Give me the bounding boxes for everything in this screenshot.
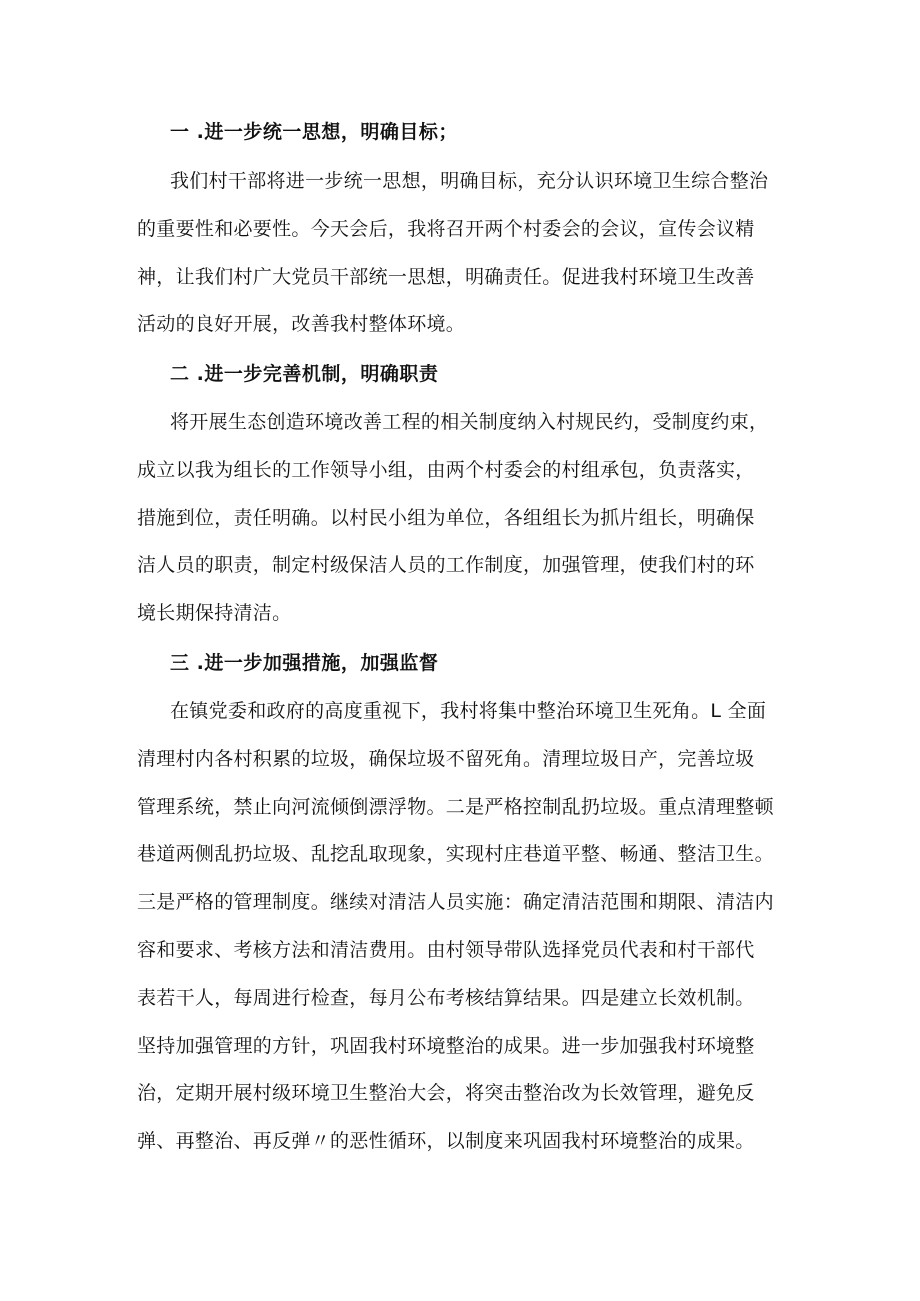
paragraph-line: 坚持加强管理的方针，巩固我村环境整治的成果。进一步加强我村环境整 [137,1034,755,1057]
paragraph-line: 表若干人，每周进行检查，每月公布考核结算结果。四是建立长效机制。 [137,986,755,1009]
paragraph-line: 治，定期开展村级环境卫生整治大会，将突击整治改为长效管理，避免反 [137,1082,755,1105]
section-1-paragraph [137,158,797,349]
section-2-heading: 二 .进一步完善机制，明确职责 [170,363,439,385]
paragraph-line: 容和要求、考核方法和清洁费用。由村领导带队选择党员代表和村干部代 [137,938,755,961]
paragraph-line: 我们村干部将进一步统一思想，明确目标，充分认识环境卫生综合整治 [170,170,769,192]
section-2-paragraph [137,399,797,638]
paragraph-line: 三是严格的管理制度。继续对清洁人员实施：确定清洁范围和期限、清洁内 [137,891,774,914]
paragraph-line: 活动的良好开展，改善我村整体环境。 [137,313,466,336]
paragraph-line: 的重要性和必要性。今天会后，我将召开两个村委会的会议，宣传会议精 [137,217,755,240]
paragraph-line: 神，让我们村广大党员干部统一思想，明确责任。促进我村环境卫生改善 [137,265,755,288]
section-1-heading: 一 .进一步统一思想，明确目标； [170,121,458,143]
paragraph-line: 弹、再整治、再反弹〃的恶性循环，以制度来巩固我村环境整治的成果。 [137,1130,755,1153]
paragraph-line: 措施到位，责任明确。以村民小组为单位，各组组长为抓片组长，明确保 [137,506,755,529]
section-3-heading: 三 .进一步加强措施，加强监督 [170,652,439,674]
section-3-paragraph [137,688,797,1166]
paragraph-line: 巷道两侧乱扔垃圾、乱挖乱取现象，实现村庄巷道平整、畅通、整洁卫生。 [137,843,774,866]
paragraph-line: 管理系统，禁止向河流倾倒漂浮物。二是严格控制乱扔垃圾。重点清理整顿 [137,795,774,818]
paragraph-line: 境长期保持清洁。 [137,602,292,625]
paragraph-line: 洁人员的职责，制定村级保洁人员的工作制度，加强管理，使我们村的环 [137,554,755,577]
paragraph-line: 在镇党委和政府的高度重视下，我村将集中整治环境卫生死角。L 全面 [170,700,767,722]
paragraph-line: 清理村内各村积累的垃圾，确保垃圾不留死角。清理垃圾日产，完善垃圾 [137,747,755,770]
paragraph-line: 成立以我为组长的工作领导小组，由两个村委会的村组承包，负责落实， [137,458,755,481]
paragraph-line: 将开展生态创造环境改善工程的相关制度纳入村规民约，受制度约束， [170,411,769,433]
